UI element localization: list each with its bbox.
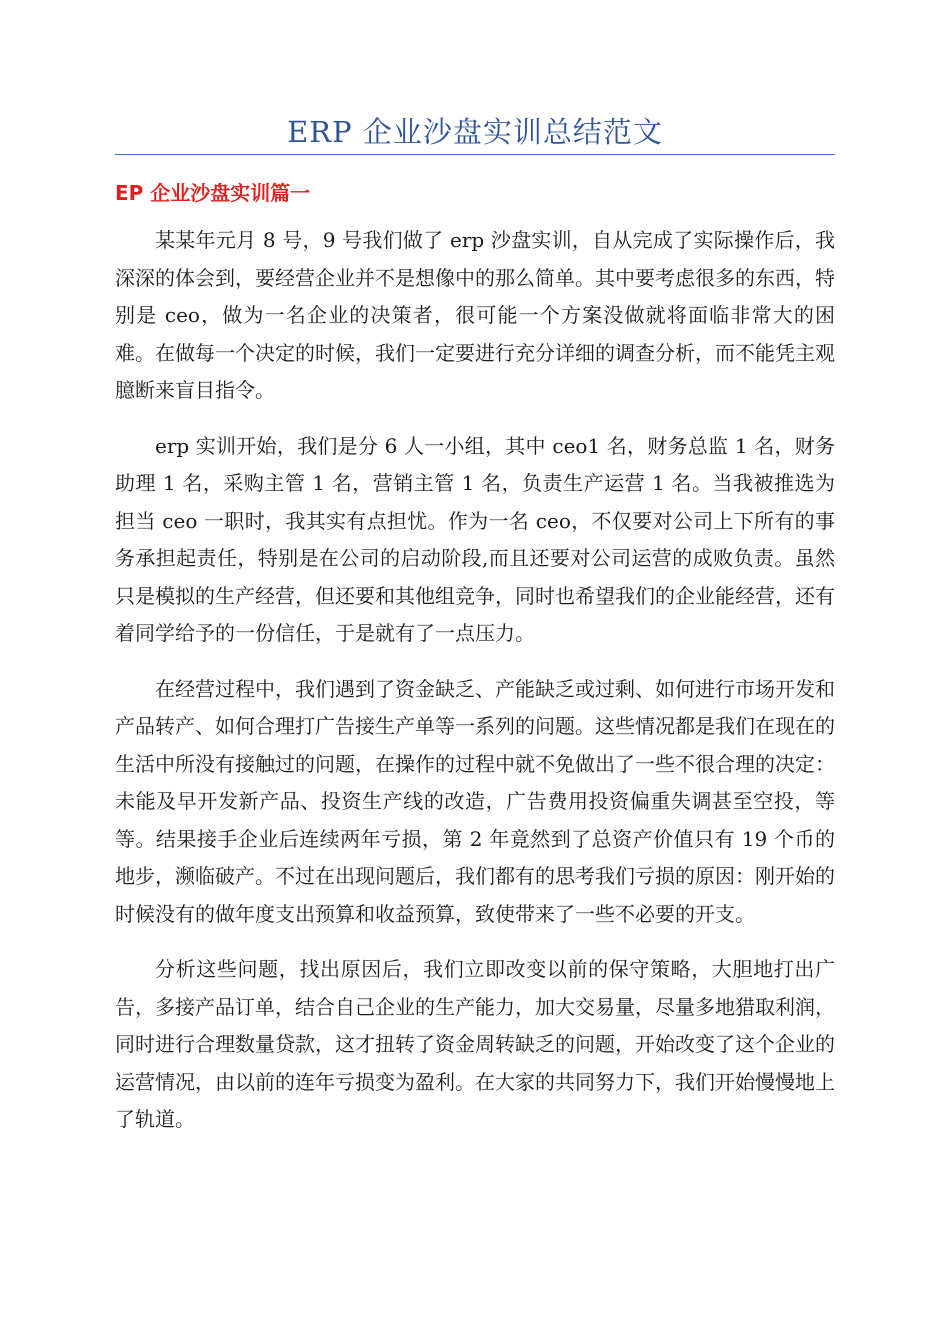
body-text bbox=[115, 222, 835, 1157]
paragraph-4: 分析这些问题，找出原因后，我们立即改变以前的保守策略，大胆地打出广告，多接产品订单，结合自己企业的生产能力，加大交易量，尽量多地猎取利润，同时进行合理数量贷款，这才扭转了资金周转缺乏的问题，开始改变了这个企业的运营情况，由以前的连年亏损变为盈利。在大家的共同努力下，我们开始慢慢地上了轨道。 bbox=[115, 957, 835, 1131]
title-underline bbox=[115, 154, 835, 155]
document-title: ERP 企业沙盘实训总结范文 bbox=[287, 115, 663, 149]
paragraph-1: 某某年元月 8 号，9 号我们做了 erp 沙盘实训，自从完成了实际操作后，我深深的体会到，要经营企业并不是想像中的那么简单。其中要考虑很多的东西，特别是 ceo，做为一名企业的决策者，很可能一个方案没做就将面临非常大的困难。在做每一个决定的时候，我们一定要进行充分详细的调查分析，而不能凭主观臆断来盲目指令。 bbox=[115, 228, 835, 402]
section-heading: EP 企业沙盘实训篇一 bbox=[115, 181, 311, 205]
paragraph-3: 在经营过程中，我们遇到了资金缺乏、产能缺乏或过剩、如何进行市场开发和产品转产、如何合理打广告接生产单等一系列的问题。这些情况都是我们在现在的生活中所没有接触过的问题，在操作的过程中就不免做出了一些不很合理的决定：未能及早开发新产品、投资生产线的改造，广告费用投资偏重失调甚至空投，等等。结果接手企业后连续两年亏损，第 2 年竟然到了总资产价值只有 19 个币的地步，濒临破产。不过在出现问题后，我们都有的思考我们亏损的原因：刚开始的时候没有的做年度支出预算和收益预算，致使带来了一些不必要的开支。 bbox=[115, 676, 835, 926]
paragraph-2: erp 实训开始，我们是分 6 人一小组，其中 ceo1 名，财务总监 1 名，财务助理 1 名，采购主管 1 名，营销主管 1 名，负责生产运营 1 名。当我被推选为担当 ceo 一职时，我其实有点担忧。作为一名 ceo，不仅要对公司上下所有的事务承担起责任，特别是在公司的启动阶段,而且还要对公司运营的成败负责。虽然只是模拟的生产经营，但还要和其他组竞争，同时也希望我们的企业能经营，还有着同学给予的一份信任，于是就有了一点压力。 bbox=[115, 433, 835, 645]
